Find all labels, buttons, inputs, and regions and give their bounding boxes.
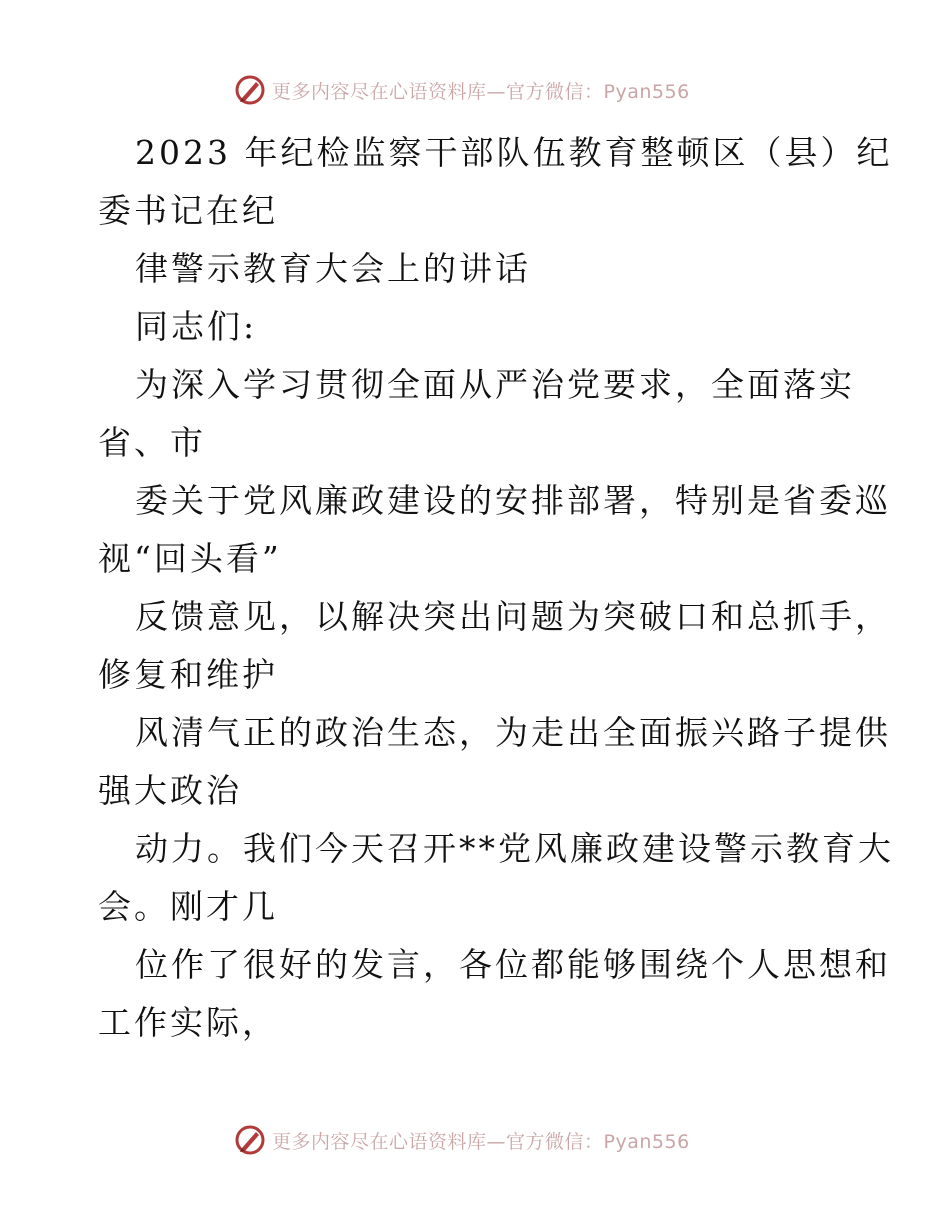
footer-watermark (234, 1120, 690, 1160)
text-line-title-1: 2023 年纪检监察干部队伍教育整顿区（县）纪 (135, 133, 893, 172)
text-line-title-2: 委书记在纪 (98, 191, 278, 230)
header-watermark (234, 70, 690, 110)
text-line: 风清气正的政治生态，为走出全面振兴路子提供 (135, 713, 891, 752)
text-line: 委关于党风廉政建设的安排部署，特别是省委巡 (135, 481, 891, 520)
pen-circle-logo-icon (234, 1124, 266, 1156)
text-line-salutation: 同志们: (135, 307, 258, 346)
text-line: 工作实际， (98, 1003, 278, 1042)
text-line: 为深入学习贯彻全面从严治党要求，全面落实 (135, 365, 855, 404)
text-line: 强大政治 (98, 771, 242, 810)
text-line: 动力。我们今天召开**党风廉政建设警示教育大 (135, 829, 894, 868)
document-body (98, 124, 894, 1052)
header-watermark-text: 更多内容尽在心语资料库—官方微信：Pyan556 (272, 80, 690, 103)
text-line: 省、市 (98, 423, 206, 462)
text-line-title-3: 律警示教育大会上的讲话 (135, 249, 531, 288)
text-line: 会。刚才几 (98, 887, 278, 926)
footer-watermark-text: 更多内容尽在心语资料库—官方微信：Pyan556 (272, 1130, 690, 1153)
text-line: 视“回头看” (98, 539, 282, 578)
text-line: 位作了很好的发言，各位都能够围绕个人思想和 (135, 945, 891, 984)
pen-circle-logo-icon (234, 74, 266, 106)
text-line: 反馈意见，以解决突出问题为突破口和总抓手， (135, 597, 891, 636)
text-line: 修复和维护 (98, 655, 278, 694)
